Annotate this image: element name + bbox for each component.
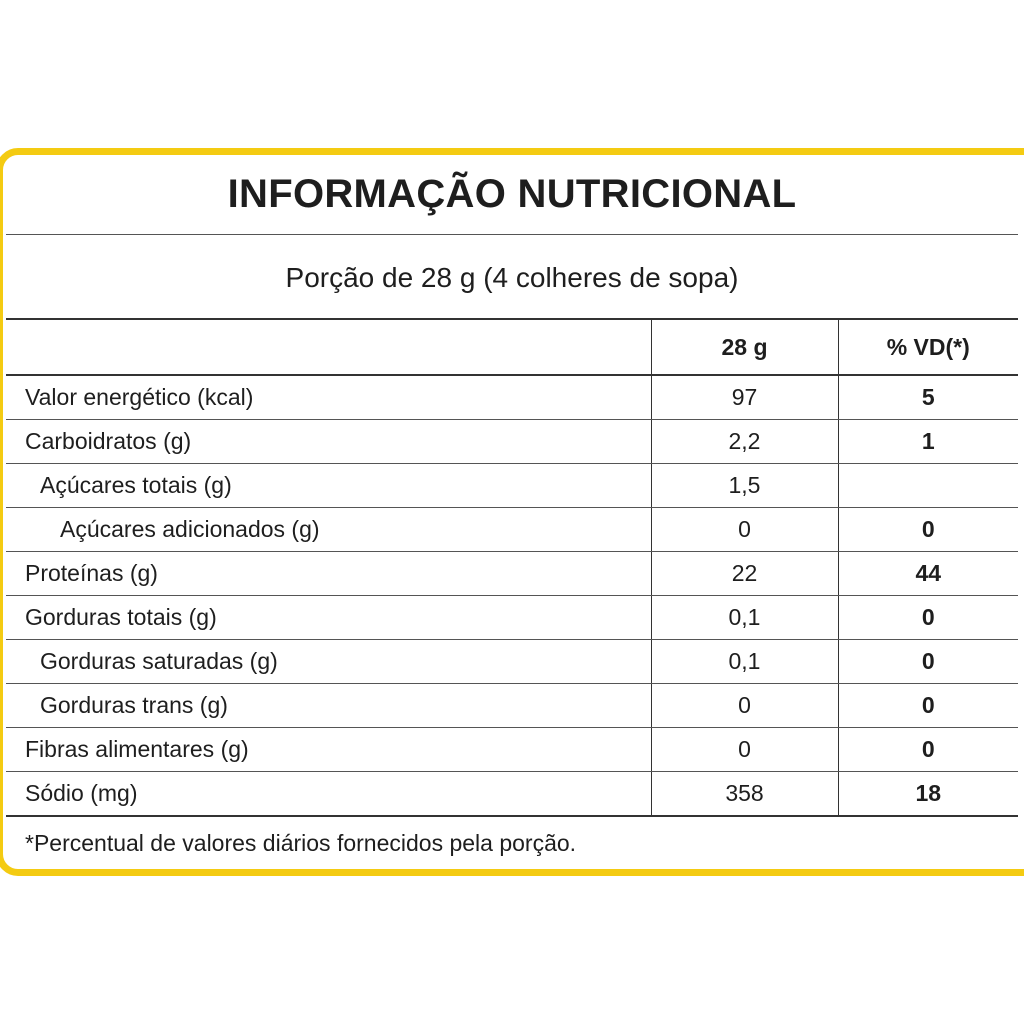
nutrient-quantity: 2,2 [651,420,838,464]
nutrient-daily-value: 1 [838,420,1018,464]
table-row [6,596,1018,640]
title-divider [6,234,1018,235]
nutrient-quantity: 97 [651,375,838,420]
header-nutrient-cell [6,319,651,375]
nutrient-quantity: 358 [651,772,838,817]
table-row [6,508,1018,552]
nutrient-daily-value: 0 [838,596,1018,640]
table-row [6,684,1018,728]
nutrient-quantity: 0 [651,684,838,728]
nutrient-daily-value [838,464,1018,508]
nutrient-name: Carboidratos (g) [6,420,651,464]
table-row [6,552,1018,596]
table-row [6,728,1018,772]
nutrient-quantity: 0,1 [651,640,838,684]
nutrient-daily-value: 0 [838,728,1018,772]
table-row [6,640,1018,684]
daily-value-footnote: *Percentual de valores diários fornecidos pela porção. [25,830,577,856]
nutrient-name: Gorduras totais (g) [6,596,651,640]
nutrient-name: Açúcares totais (g) [6,464,651,508]
nutrient-daily-value: 0 [838,640,1018,684]
nutrient-quantity: 0,1 [651,596,838,640]
header-daily-value: % VD(*) [838,319,1018,375]
nutrient-quantity: 0 [651,508,838,552]
label-title: INFORMAÇÃO NUTRICIONAL [227,172,797,216]
nutrition-table [6,318,1018,817]
nutrient-name: Gorduras saturadas (g) [6,640,651,684]
table-row [6,464,1018,508]
nutrient-name: Sódio (mg) [6,772,651,817]
nutrient-name: Valor energético (kcal) [6,375,651,420]
nutrient-daily-value: 44 [838,552,1018,596]
table-row [6,375,1018,420]
header-quantity: 28 g [651,319,838,375]
table-row [6,772,1018,817]
nutrient-name: Gorduras trans (g) [6,684,651,728]
nutrient-daily-value: 0 [838,684,1018,728]
nutrient-daily-value: 0 [838,508,1018,552]
nutrient-quantity: 0 [651,728,838,772]
nutrient-quantity: 1,5 [651,464,838,508]
nutrient-daily-value: 18 [838,772,1018,817]
portion-size: Porção de 28 g (4 colheres de sopa) [285,262,739,293]
nutrient-name: Açúcares adicionados (g) [6,508,651,552]
nutrient-name: Fibras alimentares (g) [6,728,651,772]
table-row [6,420,1018,464]
nutrient-daily-value: 5 [838,375,1018,420]
nutrient-quantity: 22 [651,552,838,596]
table-header-row [6,319,1018,375]
nutrient-name: Proteínas (g) [6,552,651,596]
